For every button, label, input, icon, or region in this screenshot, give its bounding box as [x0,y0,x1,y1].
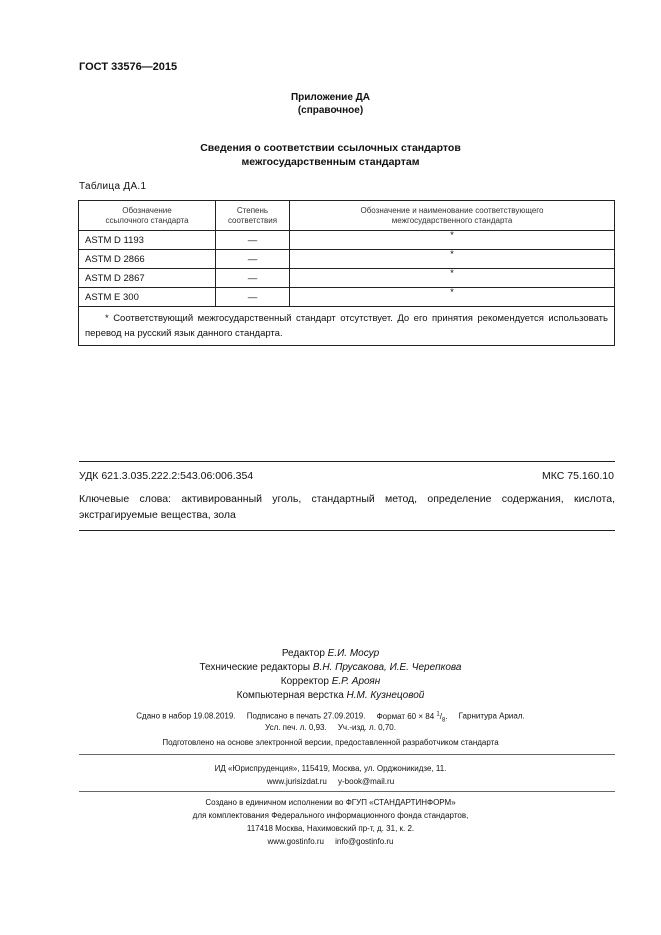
row-degree: — [216,250,290,269]
row-code: ASTM D 2867 [79,269,216,288]
appendix-title: Приложение ДА [290,92,371,103]
header-col2-line1: Степень [236,205,269,215]
keywords: Ключевые слова: активированный уголь, стандартный метод, определение содержания, кислота, экстрагируемые вещества, зола [79,493,615,521]
production-email[interactable]: info@gostinfo.ru [335,837,394,846]
row-degree: — [216,269,290,288]
header-col1-line1: Обозначение [122,205,172,215]
row-interstate: * [290,269,615,288]
row-code: ASTM D 1193 [79,231,216,250]
typeface: Гарнитура Ариал. [458,711,525,721]
table-label: Таблица ДА.1 [79,181,147,192]
row-interstate: * [290,250,615,269]
table-header-row [79,201,615,231]
production-line2: для комплектования Федерального информационного фонда стандартов, [192,811,469,820]
layout-name: Н.М. Кузнецовой [346,690,425,701]
table-row [79,269,615,288]
publisher-site[interactable]: www.jurisizdat.ru [266,777,327,786]
divider-thin-1 [79,754,615,755]
row-degree: — [216,288,290,307]
publisher-address: ИД «Юриспруденция», 115419, Москва, ул. Орджоникидзе, 11. [214,764,447,773]
credit-corrector [0,675,661,690]
print-sheets: Усл. печ. л. 0,93. [265,723,327,732]
table-note-row [79,307,615,346]
signed-date: Подписано в печать 27.09.2019. [246,711,366,721]
correspondence-table [78,200,615,346]
header-degree [216,201,290,231]
appendix-subtitle: (справочное) [297,105,364,116]
table-row [79,231,615,250]
production-site[interactable]: www.gostinfo.ru [267,837,324,846]
format-denominator: 8 [441,717,446,724]
table-footnote [79,307,615,346]
section-title-line2: межгосударственным стандартам [241,156,420,168]
row-code: ASTM E 300 [79,288,216,307]
row-code: ASTM D 2866 [79,250,216,269]
header-col2-line2: соответствия [227,215,278,225]
production-contacts [0,835,661,848]
prepared-note: Подготовлено на основе электронной версии, предоставленной разработчиком стандарта [162,738,499,747]
udk-code: УДК 621.3.035.222.2:543.06:006.354 [79,470,254,482]
format-numerator: 1 [436,711,440,717]
typeset-date: Сдано в набор 19.08.2019. [136,711,236,721]
publisher-contacts [0,775,661,788]
row-interstate: * [290,231,615,250]
credit-tech-editors [0,661,661,676]
header-col1-line2: ссылочного стандарта [105,215,189,225]
editor-name: Е.И. Мосур [327,648,380,659]
header-reference-standard [79,201,216,231]
layout-role: Компьютерная верстка [236,690,344,701]
standard-number: ГОСТ 33576—2015 [79,61,178,73]
divider-top [79,461,615,462]
row-interstate: * [290,288,615,307]
production-line1: Создано в единичном исполнении во ФГУП «СТАНДАРТИНФОРМ» [205,798,456,807]
divider-bottom [79,530,615,531]
header-col3-line2: межгосударственного стандарта [391,215,513,225]
publishing-sheets: Уч.-изд. л. 0,70. [337,723,396,732]
format-label: Формат 60 × 84 [376,711,435,721]
section-title-line1: Сведения о соответствии ссылочных стандартов [200,142,461,154]
corrector-name: Е.Р. Ароян [331,676,381,687]
credit-layout [0,689,661,704]
mks-code: МКС 75.160.10 [542,470,614,482]
divider-thin-2 [79,791,615,792]
format: Формат 60 × 84 $^1/_8$. [376,711,448,724]
production-line3: 117418 Москва, Нахимовский пр-т, д. 31, к. 2. [246,824,415,833]
row-degree: — [216,231,290,250]
print-info-line2 [0,721,661,734]
footnote-text: * Соответствующий межгосударственный стандарт отсутствует. До его принятия рекомендуется использовать перевод на русский язык данного стандарта. [85,313,608,339]
header-col3-line1: Обозначение и наименование соответствующего [360,205,544,215]
editor-role: Редактор [281,648,325,659]
corrector-role: Корректор [280,676,329,687]
tech-role: Технические редакторы [199,662,311,673]
table-row [79,250,615,269]
publisher-email[interactable]: y-book@mail.ru [338,777,395,786]
credit-editor [0,647,661,662]
header-interstate-standard [290,201,615,231]
tech-names: В.Н. Прусакова, И.Е. Черепкова [312,662,462,673]
table-row [79,288,615,307]
